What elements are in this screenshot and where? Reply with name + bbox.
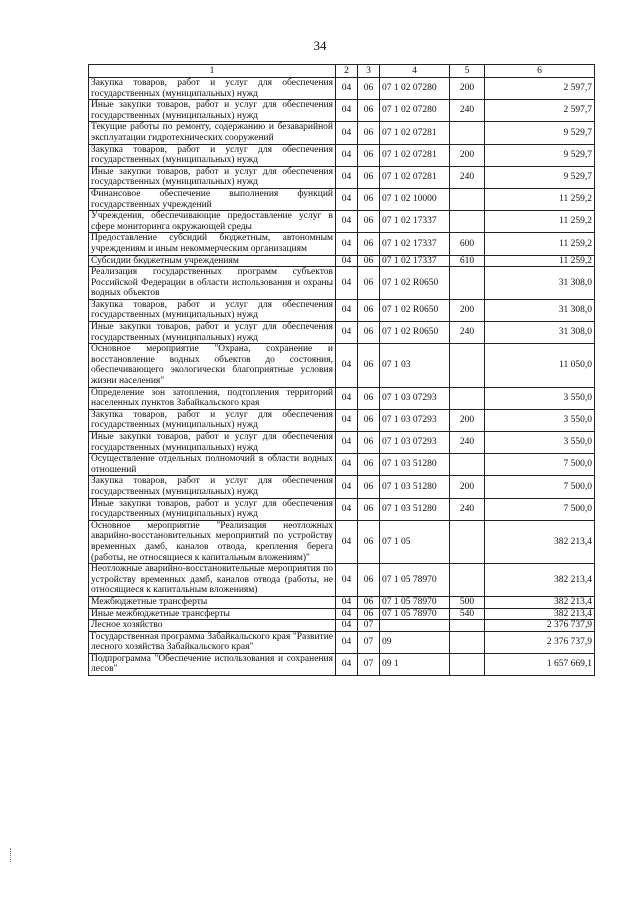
row-section: 04 [336,498,358,520]
row-expense-type [450,344,485,387]
row-subsection: 06 [358,608,380,620]
row-section: 04 [336,608,358,620]
row-target-code: 07 1 03 [380,344,450,387]
row-target-code: 07 1 02 17337 [380,255,450,267]
row-amount: 11 259,2 [485,255,595,267]
row-expense-type [450,188,485,210]
table-row [89,387,595,409]
row-subsection: 07 [358,620,380,632]
row-amount: 1 657 669,1 [485,653,595,675]
row-subsection: 06 [358,211,380,233]
row-amount: 382 213,4 [485,564,595,597]
row-subsection: 06 [358,520,380,563]
row-name: Реализация государственных программ субъектов Российской Федерации в области использования и охраны водных объектов [89,267,336,300]
row-section: 04 [336,432,358,454]
row-target-code [380,620,450,632]
row-expense-type: 200 [450,476,485,498]
row-name: Иные закупки товаров, работ и услуг для обеспечения государственных (муниципальных) нужд [89,166,336,188]
table-row [89,620,595,632]
row-subsection: 06 [358,78,380,100]
row-subsection: 06 [358,476,380,498]
row-expense-type [450,267,485,300]
header-col-6: 6 [485,65,595,78]
table-row [89,608,595,620]
row-name: Лесное хозяйство [89,620,336,632]
row-amount: 9 529,7 [485,122,595,144]
row-subsection: 06 [358,233,380,255]
row-target-code: 07 1 02 R0650 [380,322,450,344]
row-amount: 9 529,7 [485,144,595,166]
row-section: 04 [336,322,358,344]
row-amount: 31 308,0 [485,322,595,344]
row-target-code: 07 1 02 07281 [380,144,450,166]
row-amount: 2 376 737,9 [485,620,595,632]
row-amount: 2 376 737,9 [485,631,595,653]
row-amount: 31 308,0 [485,299,595,321]
row-name: Неотложные аварийно-восстановительные мероприятия по устройству временных дамб, каналов отвода (работы, не относящиеся к капитальным вложениям) [89,564,336,597]
row-subsection: 06 [358,166,380,188]
table-header-row [89,65,595,78]
row-expense-type: 240 [450,432,485,454]
row-expense-type [450,122,485,144]
table-row [89,432,595,454]
row-target-code: 07 1 02 17337 [380,233,450,255]
row-section: 04 [336,78,358,100]
table-row [89,653,595,675]
row-target-code: 07 1 02 R0650 [380,267,450,300]
row-amount: 382 213,4 [485,596,595,608]
row-name: Закупка товаров, работ и услуг для обеспечения государственных (муниципальных) нужд [89,476,336,498]
row-amount: 11 259,2 [485,233,595,255]
header-col-2: 2 [336,65,358,78]
page-number: 34 [313,38,327,53]
scan-edge-mark [10,848,13,862]
row-target-code: 07 1 02 07280 [380,78,450,100]
row-amount: 2 597,7 [485,100,595,122]
row-subsection: 06 [358,188,380,210]
row-section: 04 [336,409,358,431]
row-name: Иные закупки товаров, работ и услуг для обеспечения государственных (муниципальных) нужд [89,498,336,520]
row-target-code: 07 1 03 51280 [380,454,450,476]
row-section: 04 [336,653,358,675]
table-row [89,322,595,344]
row-name: Иные закупки товаров, работ и услуг для обеспечения государственных (муниципальных) нужд [89,432,336,454]
row-section: 04 [336,620,358,632]
row-subsection: 06 [358,299,380,321]
row-name: Иные закупки товаров, работ и услуг для обеспечения государственных (муниципальных) нужд [89,322,336,344]
row-name: Межбюджетные трансферты [89,596,336,608]
row-section: 04 [336,596,358,608]
row-expense-type [450,520,485,563]
row-expense-type [450,620,485,632]
row-name: Подпрограмма "Обеспечение использования и сохранения лесов" [89,653,336,675]
row-expense-type [450,564,485,597]
row-name: Определение зон затопления, подтопления территорий населенных пунктов Забайкальского края [89,387,336,409]
row-target-code: 09 [380,631,450,653]
row-target-code: 07 1 03 07293 [380,409,450,431]
row-expense-type: 200 [450,299,485,321]
row-amount: 11 050,0 [485,344,595,387]
row-name: Осуществление отдельных полномочий в области водных отношений [89,454,336,476]
table-row [89,144,595,166]
row-name: Закупка товаров, работ и услуг для обеспечения государственных (муниципальных) нужд [89,78,336,100]
row-section: 04 [336,233,358,255]
row-name: Иные межбюджетные трансферты [89,608,336,620]
row-amount: 31 308,0 [485,267,595,300]
table-row [89,211,595,233]
row-amount: 7 500,0 [485,454,595,476]
row-name: Текущие работы по ремонту, содержанию и безаварийной эксплуатации гидротехнических сооружений [89,122,336,144]
table-row [89,100,595,122]
row-target-code: 07 1 03 07293 [380,387,450,409]
table-row [89,255,595,267]
row-expense-type: 200 [450,78,485,100]
row-target-code: 07 1 05 [380,520,450,563]
table-row [89,188,595,210]
row-name: Учреждения, обеспечивающие предоставление услуг в сфере мониторинга окружающей среды [89,211,336,233]
row-section: 04 [336,387,358,409]
row-subsection: 06 [358,454,380,476]
row-subsection: 06 [358,344,380,387]
row-target-code: 07 1 05 78970 [380,564,450,597]
row-section: 04 [336,344,358,387]
row-section: 04 [336,454,358,476]
row-expense-type [450,211,485,233]
row-expense-type: 240 [450,498,485,520]
row-name: Основное мероприятие "Реализация неотложных аварийно-восстановительных мероприятий по устройству временных дамб, каналов отвода, крепления берега (работы, не относящиеся к капитальным вложениям)" [89,520,336,563]
row-amount: 7 500,0 [485,498,595,520]
table-row [89,299,595,321]
row-subsection: 07 [358,631,380,653]
table-row [89,344,595,387]
row-subsection: 06 [358,122,380,144]
table-row [89,233,595,255]
row-expense-type [450,631,485,653]
row-expense-type: 240 [450,322,485,344]
row-subsection: 06 [358,267,380,300]
row-expense-type: 610 [450,255,485,267]
row-target-code: 07 1 03 07293 [380,432,450,454]
row-amount: 9 529,7 [485,166,595,188]
row-section: 04 [336,211,358,233]
table-row [89,166,595,188]
row-expense-type: 240 [450,166,485,188]
row-subsection: 06 [358,144,380,166]
row-subsection: 06 [358,409,380,431]
row-section: 04 [336,631,358,653]
row-subsection: 07 [358,653,380,675]
row-section: 04 [336,520,358,563]
row-amount: 382 213,4 [485,608,595,620]
row-section: 04 [336,267,358,300]
row-name: Закупка товаров, работ и услуг для обеспечения государственных (муниципальных) нужд [89,144,336,166]
row-target-code: 07 1 02 17337 [380,211,450,233]
row-subsection: 06 [358,387,380,409]
row-name: Основное мероприятие "Охрана, сохранение и восстановление водных объектов до состояния, обеспечивающего экологически благоприятные условия жизни населения" [89,344,336,387]
table-row [89,454,595,476]
table-row [89,498,595,520]
table-row [89,267,595,300]
row-target-code: 07 1 03 51280 [380,498,450,520]
row-amount: 3 550,0 [485,387,595,409]
row-expense-type [450,454,485,476]
header-col-4: 4 [380,65,450,78]
row-amount: 2 597,7 [485,78,595,100]
row-amount: 11 259,2 [485,188,595,210]
row-name: Субсидии бюджетным учреждениям [89,255,336,267]
row-name: Иные закупки товаров, работ и услуг для обеспечения государственных (муниципальных) нужд [89,100,336,122]
table-row [89,476,595,498]
row-section: 04 [336,299,358,321]
row-subsection: 06 [358,255,380,267]
row-section: 04 [336,144,358,166]
row-target-code: 07 1 05 78970 [380,608,450,620]
row-amount: 382 213,4 [485,520,595,563]
row-section: 04 [336,476,358,498]
header-col-5: 5 [450,65,485,78]
row-name: Предоставление субсидий бюджетным, автономным учреждениям и иным некоммерческим организациям [89,233,336,255]
row-target-code: 07 1 02 07281 [380,122,450,144]
row-target-code: 07 1 02 10000 [380,188,450,210]
row-section: 04 [336,564,358,597]
row-expense-type: 500 [450,596,485,608]
row-subsection: 06 [358,322,380,344]
row-name: Закупка товаров, работ и услуг для обеспечения государственных (муниципальных) нужд [89,409,336,431]
row-subsection: 06 [358,564,380,597]
row-expense-type: 200 [450,144,485,166]
table-row [89,631,595,653]
row-section: 04 [336,255,358,267]
row-target-code: 07 1 02 07280 [380,100,450,122]
table-row [89,78,595,100]
row-target-code: 07 1 05 78970 [380,596,450,608]
table-row [89,409,595,431]
row-target-code: 07 1 02 R0650 [380,299,450,321]
table-row [89,596,595,608]
row-amount: 7 500,0 [485,476,595,498]
row-target-code: 07 1 02 07281 [380,166,450,188]
row-name: Финансовое обеспечение выполнения функций государственных учреждений [89,188,336,210]
row-expense-type: 240 [450,100,485,122]
table-row [89,122,595,144]
row-expense-type [450,653,485,675]
table-row [89,520,595,563]
row-amount: 11 259,2 [485,211,595,233]
row-section: 04 [336,166,358,188]
row-subsection: 06 [358,498,380,520]
row-subsection: 06 [358,432,380,454]
row-amount: 3 550,0 [485,432,595,454]
row-amount: 3 550,0 [485,409,595,431]
row-section: 04 [336,100,358,122]
row-section: 04 [336,188,358,210]
header-col-1: 1 [89,65,336,78]
row-target-code: 07 1 03 51280 [380,476,450,498]
row-subsection: 06 [358,100,380,122]
header-col-3: 3 [358,65,380,78]
budget-table [88,64,595,676]
row-expense-type: 540 [450,608,485,620]
row-expense-type: 200 [450,409,485,431]
row-subsection: 06 [358,596,380,608]
row-expense-type: 600 [450,233,485,255]
row-expense-type [450,387,485,409]
row-target-code: 09 1 [380,653,450,675]
row-name: Государственная программа Забайкальского края "Развитие лесного хозяйства Забайкальского края" [89,631,336,653]
row-section: 04 [336,122,358,144]
row-name: Закупка товаров, работ и услуг для обеспечения государственных (муниципальных) нужд [89,299,336,321]
table-row [89,564,595,597]
